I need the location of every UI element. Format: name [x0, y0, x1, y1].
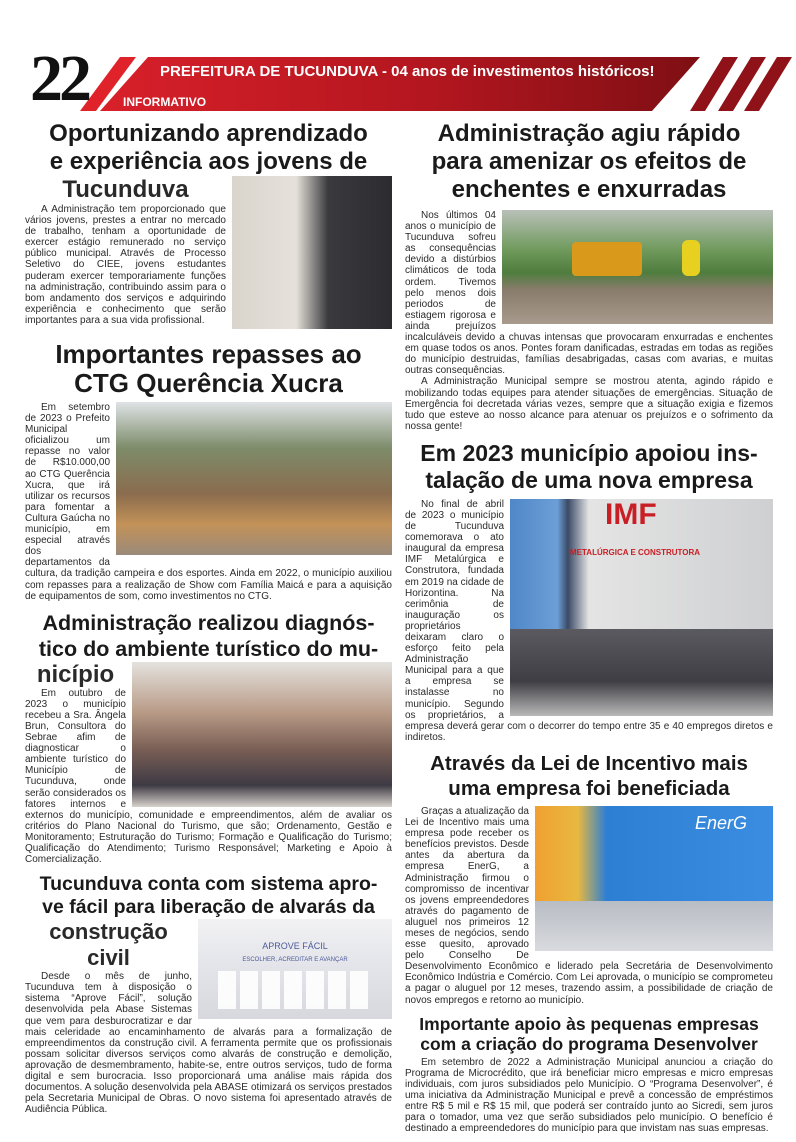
article-title [25, 610, 392, 662]
title-line: Em 2023 município apoiou ins- [420, 439, 758, 466]
paragraph: A Administração Municipal sempre se mostrou atenta, agindo rápido e mobilizando todas equipes para atender situações de emergências. Situação de Emergência foi decretada várias vezes, sempre que a situação exigia e fizemos tudo que esteve ao nosso alcance para atenuar os prejuízos e o sofrimento da nossa gente! [405, 376, 773, 432]
photo-imf-inauguration [510, 499, 773, 716]
article-body [25, 402, 392, 602]
aprove-facil-tagline: ESCOLHER, ACREDITAR E AVANÇAR [242, 957, 348, 964]
paragraph: Em setembro de 2022 a Administração Municipal anunciou a criação do Programa de Microcrédito, que irá beneficiar micro empresas e micro empresas individuais, com juros subsidiados pelo Município. O “Programa Desenvolver”, é uma iniciativa da Administração Municipal e prevê a concessão de empréstimos entre R$ 5 mil e R$ 15 mil, que poderá ser contraído junto ao Sicredi, sem juros para o tomador, uma vez que serão subsidiados pelo município. O benefício é destinado a empreendedores do município para que invistam nas suas empresas. [405, 1056, 773, 1135]
photo-young-interns [232, 176, 392, 329]
title-line: Através da Lei de Incentivo mais [430, 751, 748, 775]
photo-aprove-facil-screen [198, 919, 392, 1019]
paragraph: Desde o mês de junho, Tucunduva tem à disposição o sistema “Aprove Fácil”, solução desenvolvida pela Abase Sistemas que vem para desburocratizar e dar mais celeridade ao encaminhamento de alvarás para a formalização de empreendimentos da construção civil. A ferramenta permite que os profissionais possam solicitar diversos serviços como alvarás de construção e demolição, aprovação de desmembramento, habite-se, entre outros serviços, tudo de forma digital e sem burocracia. Isso proporcionará uma análise mais rápida dos documentos. A solução desenvolvida pela ABASE otimizará os serviços prestados pela Secretaria Municipal de Obras. O novo sistema foi apresentado através de Audiência Pública. [25, 971, 392, 1116]
backhoe-shape [572, 242, 642, 276]
photo-ctg-horsemen [116, 402, 392, 555]
title-line: para amenizar os efeitos de [431, 148, 747, 175]
paragraph: Nos últimos 04 anos o município de Tucunduva sofreu as consequências devido a distúrbios climáticos de toda ordem. Tivemos pelo menos dois periodos de estiagem rigorosa e ainda prejuízos incalculáveis devido a chuvas intensas que provocaram enxurradas e enchentes em quase todos os anos. Pontes foram danificadas, estradas em todas as regiões do município destruidas, famílias desabrigadas, casas com avarias, e muitas outras consequências. [405, 210, 773, 377]
title-line: Tucunduva conta com sistema apro- [39, 873, 378, 896]
energ-logo: EnerG [695, 812, 748, 833]
title-line: Importantes repasses ao [55, 339, 362, 369]
title-line: construção civil [49, 919, 168, 971]
title-line: Oportunizando aprendizado [49, 120, 368, 147]
article-energ [405, 751, 773, 1006]
paragraph: Em outubro de 2023 o município recebeu a Sra. Ângela Brun, Consultora do Sebrae afim de diagnosticar o ambiente turístico do Município de Tucunduva, onde serão considerados os fatores internos e externos do município, comunidade e empreendimentos, além de avaliar os critérios do Plano Nacional do Turismo, que são; Ordenamento, Gestão e Monitoramento; Estruturação do Turismo; Formação e Qualificação do Turismo; Qualificação do Atendimento; Turismo Responsável; Marketing e Apoio à Comercialização. [25, 687, 392, 866]
group-of-people [510, 629, 773, 716]
article-title [405, 440, 773, 494]
title-line: e experiência aos jovens de [49, 148, 368, 175]
article-desenvolver [405, 1014, 773, 1135]
article-tourism [25, 610, 392, 866]
title-line: nicípio [36, 660, 115, 688]
article-title [25, 120, 392, 176]
article-imf [405, 440, 773, 743]
article-body [405, 210, 773, 432]
article-body [405, 806, 773, 1006]
title-line: ve fácil para liberação de alvarás da [42, 896, 375, 919]
article-title [25, 873, 392, 919]
paragraph: Graças a atualização da Lei de Incentivo mais uma empresa pode receber os benefícios previstos. Desde antes da abertura da empresa EnerG, a Administração firmou o compromisso de incentivar os jovens empreendedores através do pagamento de aluguel nos primeiros 12 meses de negócios, sendo esse quesito, aprovado pelo Conselho De Desenvolvimento Econômico e liderado pela Secretária de Desenvolvimento Econômico Indústria e Comércio. Com Lei aprovada, o município se comprometeu a pagar o aluguel por 12 meses, trazendo assim, a possibilidade de criação de novos empregos e retorno ao município. [405, 805, 773, 1006]
title-line: enchentes e enxurradas [451, 176, 727, 203]
imf-tagline: METALÚRGICA E CONSTRUTORA [570, 547, 701, 557]
office-floor [535, 901, 773, 951]
article-title [25, 340, 392, 398]
section-label: INFORMATIVO [123, 95, 207, 109]
page-number: 22 [30, 42, 88, 115]
article-ctg [25, 340, 392, 602]
imf-logo: IMF [605, 498, 657, 531]
left-column [25, 120, 392, 1123]
photo-sebrae-group [132, 662, 392, 807]
article-floods [405, 120, 773, 432]
title-line: CTG Querência Xucra [74, 368, 343, 398]
aprove-facil-logo: APROVE FÁCIL [262, 941, 328, 952]
article-title [405, 120, 773, 204]
title-line: Administração realizou diagnós- [42, 610, 375, 635]
article-body [25, 176, 392, 332]
photo-backhoe-flood [502, 210, 773, 324]
article-body [25, 662, 392, 866]
article-aprove-facil [25, 873, 392, 1115]
banner-title: PREFEITURA DE TUCUNDUVA - 04 anos de investimentos históricos! [160, 63, 655, 80]
title-line: uma empresa foi beneficiada [448, 776, 730, 800]
paragraph: A Administração tem proporcionado que vários jovens, prestes a entrar no mercado de trabalho, tenham a oportunidade de exercer estágio remunerado no serviço público municipal. Através de Processo Seletivo do CIEE, jovens estudantes puderam exercer temporariamente funções na administração, contribuindo assim para o bom andamento dos serviços e adquirindo experiência e conhecimento que serão importantes para a sua vida profissional. [25, 204, 226, 326]
title-line: Importante apoio às pequenas empresas [419, 1013, 759, 1034]
title-line: talação de uma nova empresa [425, 466, 753, 493]
title-line: Administração agiu rápido [437, 120, 741, 147]
photo-energ-office [535, 806, 773, 951]
worker-shape [682, 240, 700, 276]
paragraph: No final de abril de 2023 o município de Tucunduva comemorava o ato inaugural da empresa IMF Metalúrgica e Construtora, fundada em 2019 na cidade de Horizontina. Na cerimônia de inauguração os proprietários deixaram claro o esforço feito pela Administração Municipal para a que a empresa se instalasse no município. Segundo os proprietários, a empresa deverá gerar com o decorrer do tempo entre 35 e 40 empregos diretos e indiretos. [405, 498, 773, 743]
title-line: com a criação do programa Desenvolver [420, 1033, 758, 1054]
article-young-interns [25, 120, 392, 332]
title-line: tico do ambiente turístico do mu- [38, 636, 379, 661]
article-body [25, 919, 392, 1115]
service-tiles [218, 971, 372, 1009]
title-line: Tucunduva [62, 176, 189, 203]
paragraph: Em setembro de 2023 o Prefeito Municipal oficializou um repasse no valor de R$10.000,00 ao CTG Querência Xucra, que irá utilizar os recursos para fomentar a Cultura Gaúcha no município, em especial através dos departamentos da cultura, da tradição campeira e dos esportes. Ainda em 2022, o município auxiliou com repasses para a realização de Show com Família Maicá e para a aquisição de equipamentos de som, como investimentos no CTG. [25, 402, 392, 602]
right-column [405, 120, 773, 1142]
article-body [405, 499, 773, 743]
article-title [405, 1014, 773, 1054]
article-body [405, 1057, 773, 1135]
article-title [405, 751, 773, 801]
